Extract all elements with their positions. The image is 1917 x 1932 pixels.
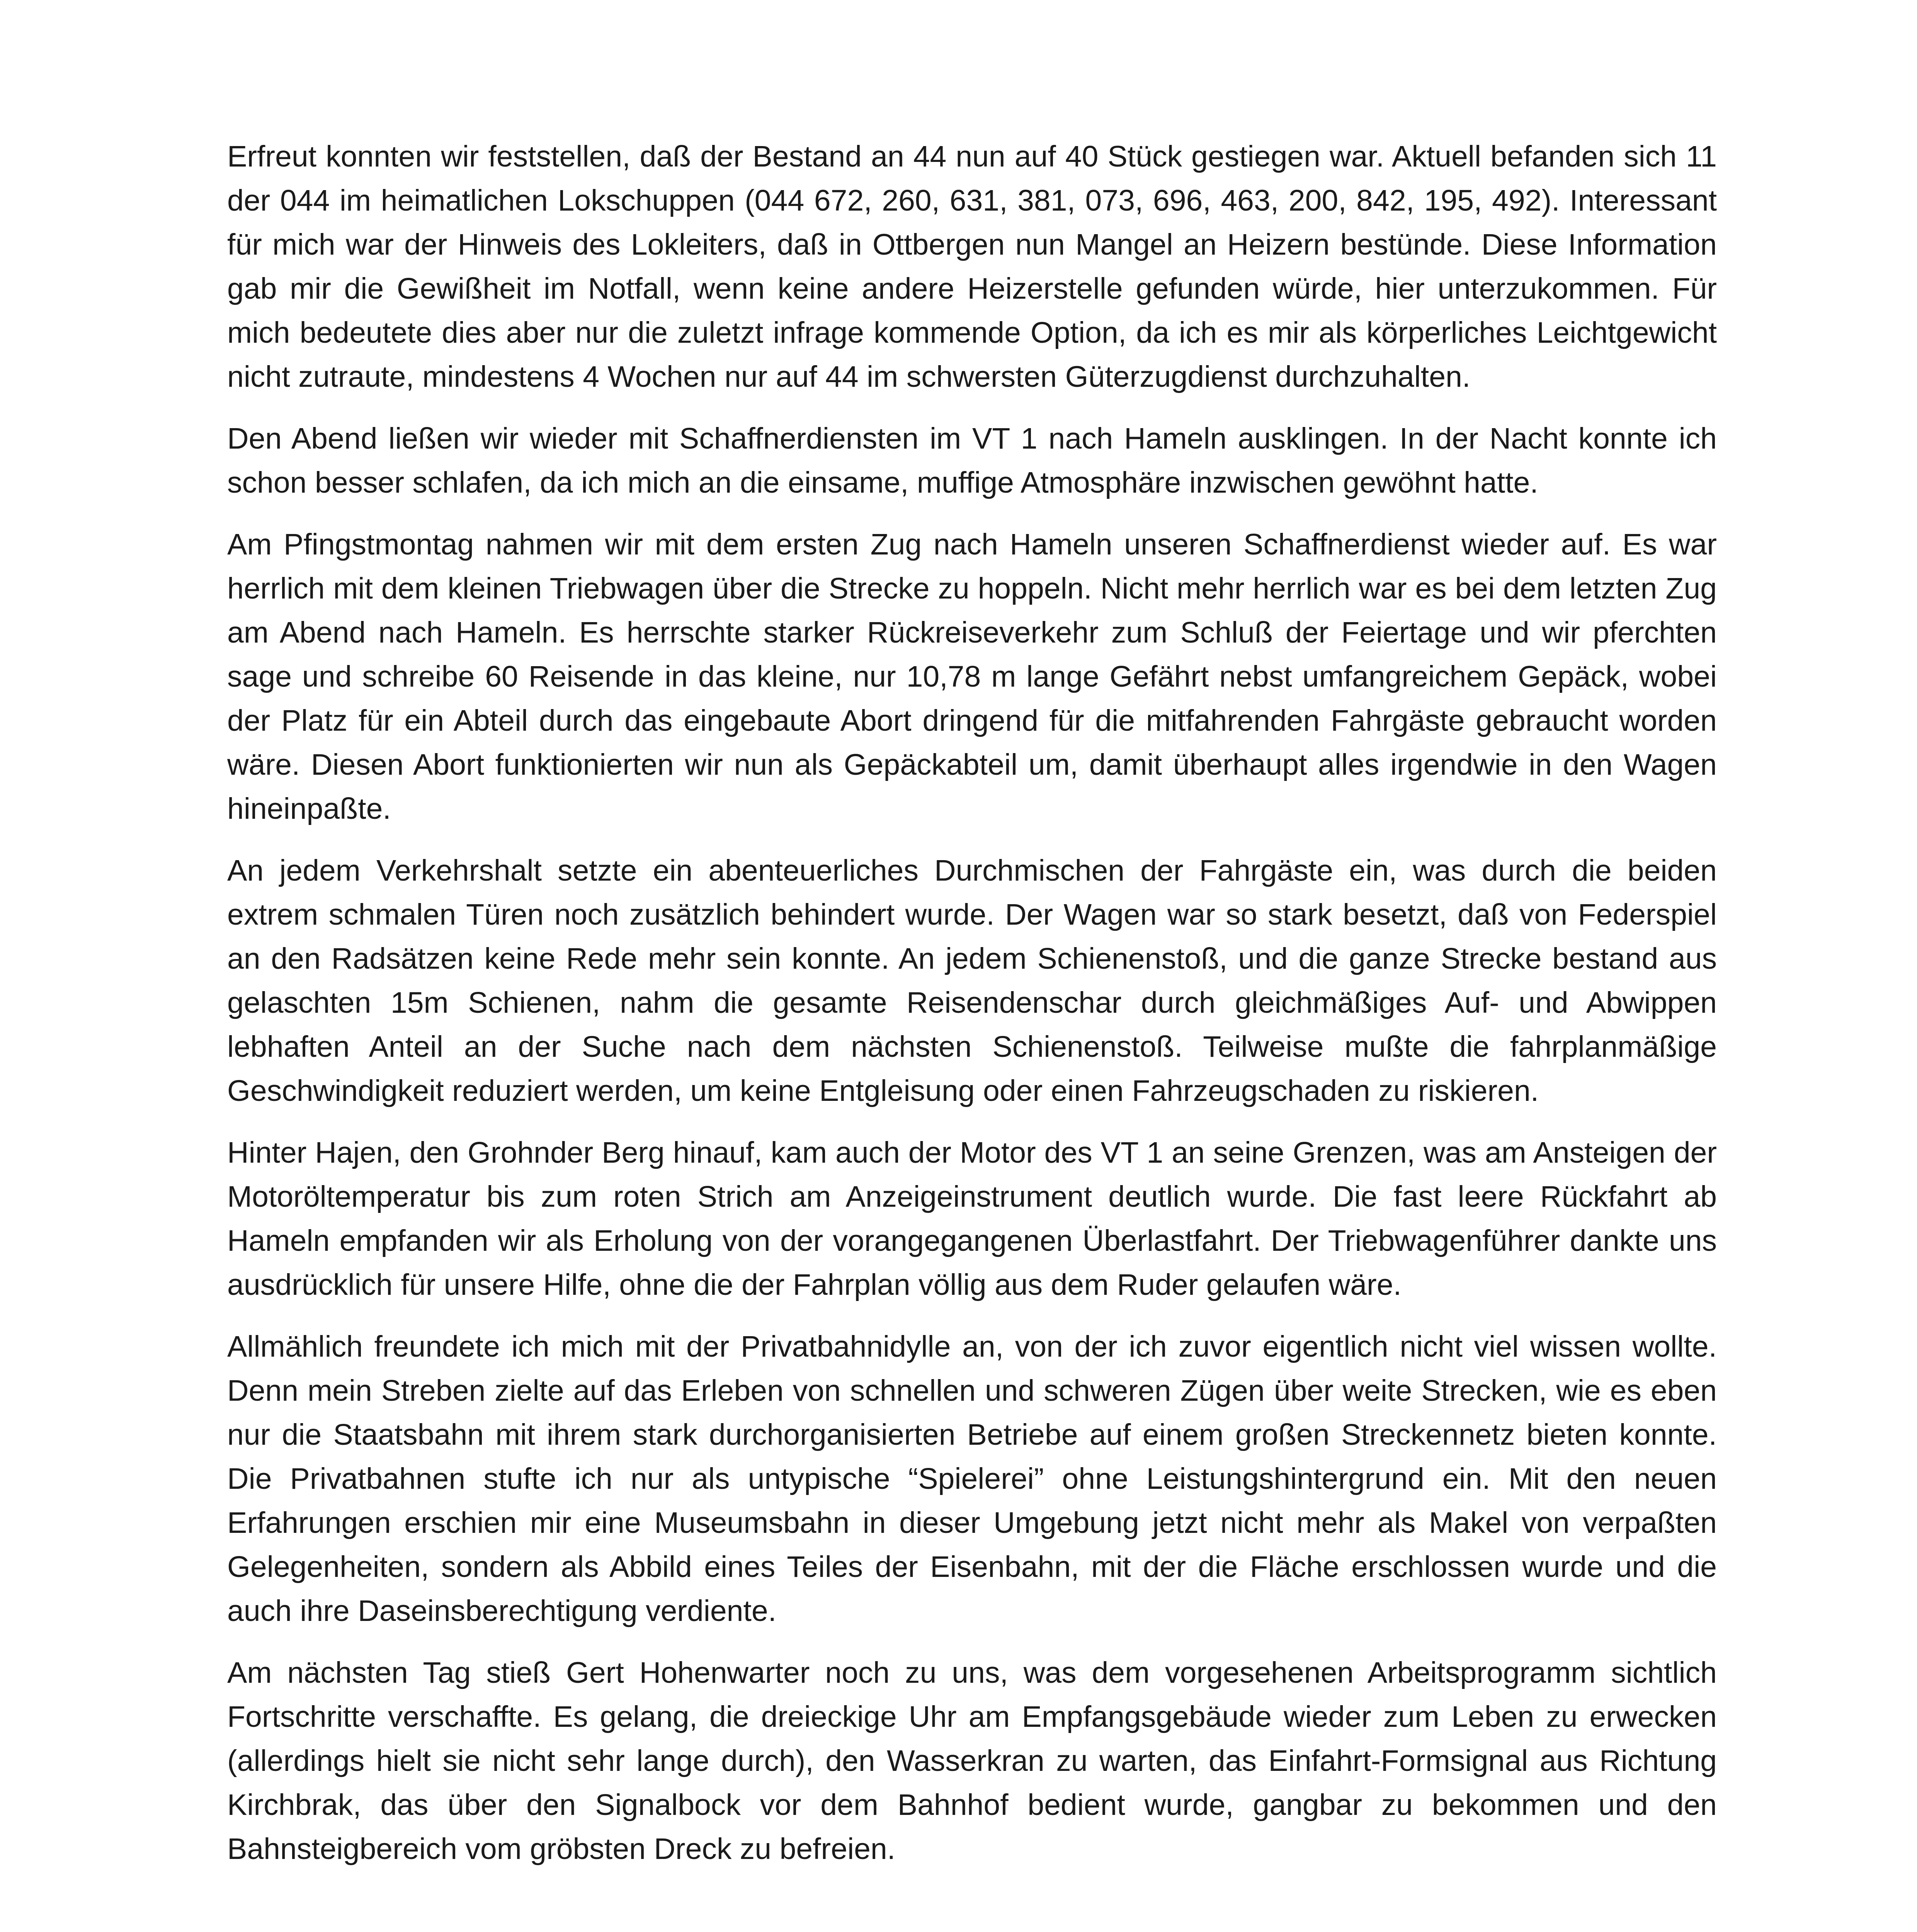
paragraph-5: Hinter Hajen, den Grohnder Berg hinauf, kam auch der Motor des VT 1 an seine Grenzen, was am Ansteigen der Motoröltemperatur bis zum roten Strich am Anzeigeinstrument deutlich wurde. Die fast leere Rückfahrt ab Hameln empfanden wir als Erholung von der vorangegangenen Überlastfahrt. Der Triebwagenführer dankte uns ausdrücklich für unsere Hilfe, ohne die der Fahrplan völlig aus dem Ruder gelaufen wäre. bbox=[227, 1136, 1717, 1301]
paragraph-3: Am Pfingstmontag nahmen wir mit dem ersten Zug nach Hameln unseren Schaffnerdienst wieder auf. Es war herrlich mit dem kleinen Triebwagen über die Strecke zu hoppeln. Nicht mehr herrlich war es bei dem letzten Zug am Abend nach Hameln. Es herrschte starker Rückreiseverkehr zum Schluß der Feiertage und wir pferchten sage und schreibe 60 Reisende in das kleine, nur 10,78 m lange Gefährt nebst umfangreichem Gepäck, wobei der Platz für ein Abteil durch das eingebaute Abort dringend für die mitfahrenden Fahrgäste gebraucht worden wäre. Diesen Abort funktionierten wir nun als Gepäckabteil um, damit überhaupt alles irgendwie in den Wagen hineinpaßte. bbox=[227, 528, 1717, 825]
paragraph-6: Allmählich freundete ich mich mit der Privatbahnidylle an, von der ich zuvor eigentlich nicht viel wissen wollte. Denn mein Streben zielte auf das Erleben von schnellen und schweren Zügen über weite Strecken, wie es eben nur die Staatsbahn mit ihrem stark durchorganisierten Betriebe auf einem großen Streckennetz bieten konnte. Die Privatbahnen stufte ich nur als untypische “Spielerei” ohne Leistungshintergrund ein. Mit den neuen Erfahrungen erschien mir eine Museumsbahn in dieser Umgebung jetzt nicht mehr als Makel von verpaßten Gelegenheiten, sondern als Abbild eines Teiles der Eisenbahn, mit der die Fläche erschlossen wurde und die auch ihre Daseinsberechtigung verdiente. bbox=[227, 1330, 1717, 1628]
paragraph-4: An jedem Verkehrshalt setzte ein abenteuerliches Durchmischen der Fahrgäste ein, was durch die beiden extrem schmalen Türen noch zusätzlich behindert wurde. Der Wagen war so stark besetzt, daß von Federspiel an den Radsätzen keine Rede mehr sein konnte. An jedem Schienenstoß, und die ganze Strecke bestand aus gelaschten 15m Schienen, nahm die gesamte Reisendenschar durch gleichmäßiges Auf- und Abwippen lebhaften Anteil an der Suche nach dem nächsten Schienenstoß. Teilweise mußte die fahrplanmäßige Geschwindigkeit reduziert werden, um keine Entgleisung oder einen Fahrzeugschaden zu riskieren. bbox=[227, 854, 1717, 1107]
paragraph-1: Erfreut konnten wir feststellen, daß der Bestand an 44 nun auf 40 Stück gestiegen war. Aktuell befanden sich 11 der 044 im heimatlichen Lokschuppen (044 672, 260, 631, 381, 073, 696, 463, 200, 842, 195, 492). Interessant für mich war der Hinweis des Lokleiters, daß in Ottbergen nun Mangel an Heizern bestünde. Diese Information gab mir die Gewißheit im Notfall, wenn keine andere Heizerstelle gefunden würde, hier unterzukommen. Für mich bedeutete dies aber nur die zuletzt infrage kommende Option, da ich es mir als körperliches Leichtgewicht nicht zutraute, mindestens 4 Wochen nur auf 44 im schwersten Güterzugdienst durchzuhalten. bbox=[227, 140, 1717, 393]
paragraph-2: Den Abend ließen wir wieder mit Schaffnerdiensten im VT 1 nach Hameln ausklingen. In der Nacht konnte ich schon besser schlafen, da ich mich an die einsame, muffige Atmosphäre inzwischen gewöhnt hatte. bbox=[227, 422, 1717, 499]
paragraph-7: Am nächsten Tag stieß Gert Hohenwarter noch zu uns, was dem vorgesehenen Arbeitsprogramm sichtlich Fortschritte verschaffte. Es gelang, die dreieckige Uhr am Empfangsgebäude wieder zum Leben zu erwecken (allerdings hielt sie nicht sehr lange durch), den Wasserkran zu warten, das Einfahrt-Formsignal aus Richtung Kirchbrak, das über den Signalbock vor dem Bahnhof bedient wurde, gangbar zu bekommen und den Bahnsteigbereich vom gröbsten Dreck zu befreien. bbox=[227, 1656, 1717, 1866]
body-text bbox=[227, 134, 1717, 1889]
